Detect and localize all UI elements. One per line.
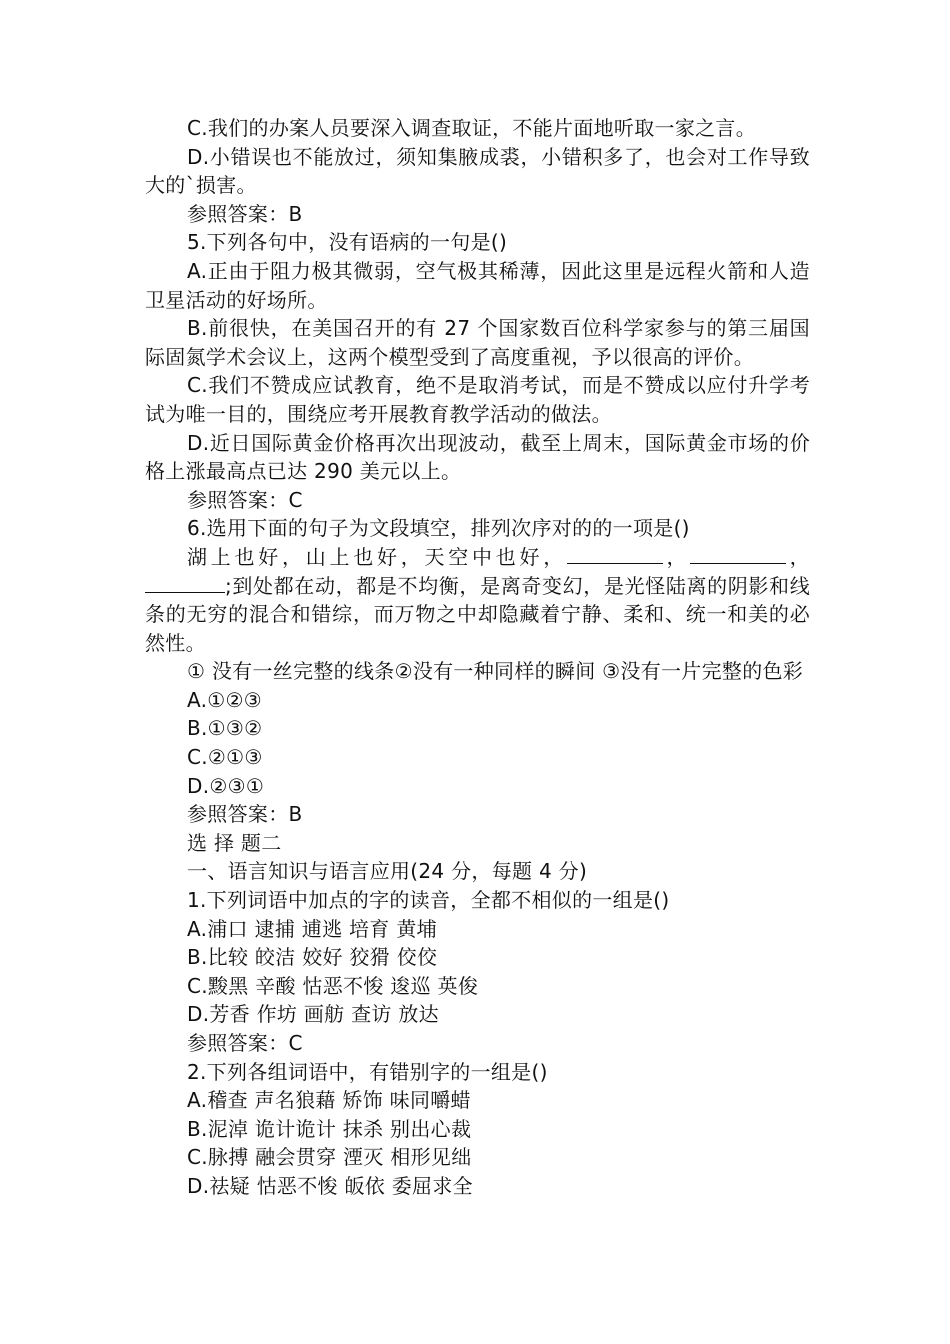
option-d-q6: D.②③① xyxy=(187,773,265,798)
section-heading: 选 择 题二 xyxy=(187,830,282,855)
option-a-q2: A.稽查 声名狼藉 矫饰 味同嚼蜡 xyxy=(187,1088,471,1113)
document-body xyxy=(145,114,810,1201)
question-6: 6.选用下面的句子为文段填空，排列次序对的的一项是() xyxy=(187,516,690,541)
option-b-q5: B.前很快，在美国召开的有 27 个国家数百位科学家参与的第三届国际固氮学术会议上，这两个模型受到了高度重视，予以很高的评价。 xyxy=(145,316,810,369)
option-d-q1: D.芳香 作坊 画舫 查访 放达 xyxy=(187,1002,439,1027)
option-b-q6: B.①③② xyxy=(187,716,263,741)
answer-q4: 参照答案：B xyxy=(187,201,303,226)
question-2: 2.下列各组词语中，有错别字的一组是() xyxy=(187,1059,548,1084)
passage-comma-2: ， xyxy=(786,544,810,569)
question-1: 1.下列词语中加点的字的读音，全都不相似的一组是() xyxy=(187,888,670,913)
option-c-q6: C.②①③ xyxy=(187,745,263,770)
fill-blank-3 xyxy=(145,572,225,593)
fill-blank-2 xyxy=(690,543,786,564)
option-c-q5: C.我们不赞成应试教育，绝不是取消考试，而是不赞成以应付升学考试为唯一目的，围绕应考开展教育教学活动的做法。 xyxy=(145,373,810,426)
fill-blank-1 xyxy=(567,543,663,564)
passage-comma-1: ， xyxy=(663,544,691,569)
option-c-q4: C.我们的办案人员要深入调查取证，不能片面地听取一家之言。 xyxy=(187,116,757,140)
passage-rest: ;到处都在动，都是不均衡，是离奇变幻，是光怪陆离的阴影和线条的无穷的混合和错综，而万物之中却隐藏着宁静、柔和、统一和美的必然性。 xyxy=(145,573,810,655)
option-d-q4: D.小错误也不能放过，须知集腋成裘，小错积多了，也会对工作导致大的`损害。 xyxy=(145,144,810,198)
question-5: 5.下列各句中，没有语病的一句是() xyxy=(187,230,508,255)
option-a-q1: A.浦口 逮捕 逋逃 培育 黄埔 xyxy=(187,916,437,941)
answer-q5: 参照答案：C xyxy=(187,487,303,512)
option-a-q6: A.①②③ xyxy=(187,687,262,712)
option-c-q1: C.黢黑 辛酸 怙恶不悛 逡巡 英俊 xyxy=(187,973,479,998)
option-d-q2: D.祛疑 怙恶不悛 皈依 委屈求全 xyxy=(187,1173,473,1198)
option-d-q5: D.近日国际黄金价格再次出现波动，截至上周末，国际黄金市场的价格上涨最高点已达 290 美元以上。 xyxy=(145,430,810,484)
answer-q1: 参照答案：C xyxy=(187,1031,303,1055)
option-b-q1: B.比较 皎洁 姣好 狡猾 佼佼 xyxy=(187,945,438,970)
passage-start: 湖上也好，山上也好，天空中也好， xyxy=(187,544,568,569)
question-6-sentences: ① 没有一丝完整的线条②没有一种同样的瞬间 ③没有一片完整的色彩 xyxy=(187,659,804,684)
part-one-heading: 一、语言知识与语言应用(24 分，每题 4 分) xyxy=(187,859,588,884)
answer-q6: 参照答案：B xyxy=(187,802,303,827)
option-a-q5: A.正由于阻力极其微弱，空气极其稀薄，因此这里是远程火箭和人造卫星活动的好场所。 xyxy=(145,258,810,312)
option-c-q2: C.脉搏 融会贯穿 湮灭 相形见绌 xyxy=(187,1145,472,1170)
option-b-q2: B.泥淖 诡计诡计 抹杀 别出心裁 xyxy=(187,1116,472,1141)
question-6-passage xyxy=(145,543,810,657)
